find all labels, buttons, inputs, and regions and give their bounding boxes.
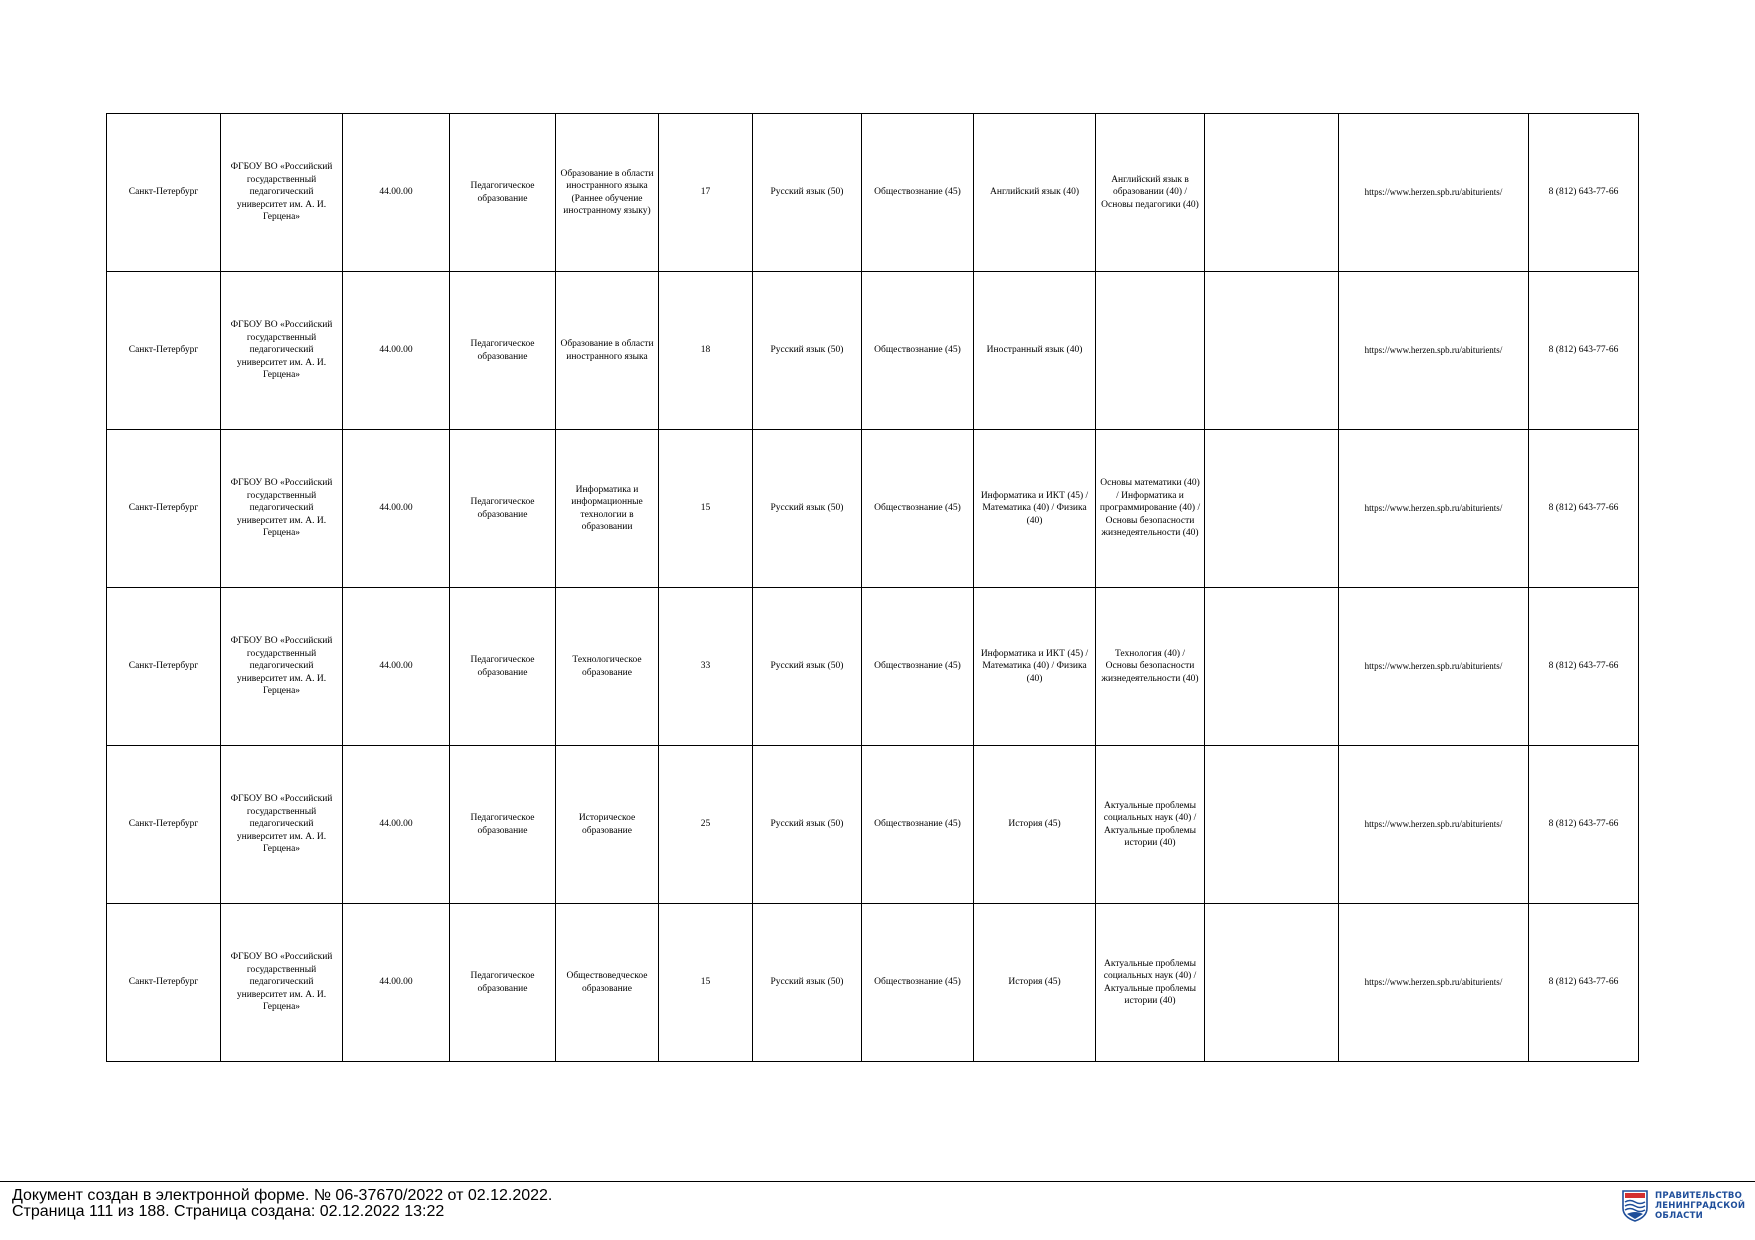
- code-cell: 44.00.00: [343, 588, 450, 746]
- profile-cell: Технологическое образование: [556, 588, 659, 746]
- places-cell: 17: [659, 114, 753, 272]
- university-cell: ФГБОУ ВО «Российский государственный педагогический университет им. А. И. Герцена»: [221, 114, 343, 272]
- area-cell: Педагогическое образование: [450, 588, 556, 746]
- places-cell: 18: [659, 272, 753, 430]
- url-cell[interactable]: https://www.herzen.spb.ru/abiturients/: [1339, 272, 1529, 430]
- phone-cell: 8 (812) 643-77-66: [1529, 588, 1639, 746]
- table-row: [107, 746, 1639, 904]
- footer: [12, 1188, 552, 1220]
- extra-cell: [1205, 904, 1339, 1062]
- url-cell[interactable]: https://www.herzen.spb.ru/abiturients/: [1339, 588, 1529, 746]
- exam4-cell: Технология (40) / Основы безопасности жизнедеятельности (40): [1096, 588, 1205, 746]
- exam1-cell: Русский язык (50): [753, 904, 862, 1062]
- exam3-cell: История (45): [974, 904, 1096, 1062]
- phone-cell: 8 (812) 643-77-66: [1529, 746, 1639, 904]
- exam3-cell: История (45): [974, 746, 1096, 904]
- exam2-cell: Обществознание (45): [862, 272, 974, 430]
- places-cell: 33: [659, 588, 753, 746]
- url-cell[interactable]: https://www.herzen.spb.ru/abiturients/: [1339, 904, 1529, 1062]
- profile-cell: Информатика и информационные технологии в образовании: [556, 430, 659, 588]
- logo-line-3: ОБЛАСТИ: [1655, 1211, 1703, 1221]
- code-cell: 44.00.00: [343, 430, 450, 588]
- profile-cell: Историческое образование: [556, 746, 659, 904]
- code-cell: 44.00.00: [343, 904, 450, 1062]
- exam1-cell: Русский язык (50): [753, 430, 862, 588]
- city-cell: Санкт-Петербург: [107, 904, 221, 1062]
- extra-cell: [1205, 746, 1339, 904]
- exam4-cell: Актуальные проблемы социальных наук (40) / Актуальные проблемы истории (40): [1096, 904, 1205, 1062]
- exam2-cell: Обществознание (45): [862, 904, 974, 1062]
- coat-of-arms-icon: [1622, 1190, 1648, 1222]
- extra-cell: [1205, 588, 1339, 746]
- url-cell[interactable]: https://www.herzen.spb.ru/abiturients/: [1339, 114, 1529, 272]
- extra-cell: [1205, 114, 1339, 272]
- table-row: [107, 588, 1639, 746]
- area-cell: Педагогическое образование: [450, 746, 556, 904]
- exam4-cell: Актуальные проблемы социальных наук (40) / Актуальные проблемы истории (40): [1096, 746, 1205, 904]
- city-cell: Санкт-Петербург: [107, 430, 221, 588]
- places-cell: 25: [659, 746, 753, 904]
- admissions-table-container: [106, 113, 1639, 1062]
- url-cell[interactable]: https://www.herzen.spb.ru/abiturients/: [1339, 430, 1529, 588]
- exam1-cell: Русский язык (50): [753, 114, 862, 272]
- code-cell: 44.00.00: [343, 114, 450, 272]
- university-cell: ФГБОУ ВО «Российский государственный педагогический университет им. А. И. Герцена»: [221, 746, 343, 904]
- exam1-cell: Русский язык (50): [753, 746, 862, 904]
- url-cell[interactable]: https://www.herzen.spb.ru/abiturients/: [1339, 746, 1529, 904]
- phone-cell: 8 (812) 643-77-66: [1529, 430, 1639, 588]
- places-cell: 15: [659, 430, 753, 588]
- table-row: [107, 272, 1639, 430]
- exam3-cell: Английский язык (40): [974, 114, 1096, 272]
- phone-cell: 8 (812) 643-77-66: [1529, 114, 1639, 272]
- area-cell: Педагогическое образование: [450, 114, 556, 272]
- table-row: [107, 430, 1639, 588]
- area-cell: Педагогическое образование: [450, 904, 556, 1062]
- university-cell: ФГБОУ ВО «Российский государственный педагогический университет им. А. И. Герцена»: [221, 588, 343, 746]
- phone-cell: 8 (812) 643-77-66: [1529, 904, 1639, 1062]
- exam4-cell: Основы математики (40) / Информатика и программирование (40) / Основы безопасности жизнедеятельности (40): [1096, 430, 1205, 588]
- logo-text: [1655, 1191, 1745, 1221]
- admissions-table: [106, 113, 1639, 1062]
- city-cell: Санкт-Петербург: [107, 114, 221, 272]
- logo-line-2: ЛЕНИНГРАДСКОЙ: [1655, 1201, 1746, 1211]
- city-cell: Санкт-Петербург: [107, 746, 221, 904]
- table-row: [107, 904, 1639, 1062]
- extra-cell: [1205, 430, 1339, 588]
- government-logo: [1622, 1190, 1745, 1222]
- exam2-cell: Обществознание (45): [862, 588, 974, 746]
- exam2-cell: Обществознание (45): [862, 430, 974, 588]
- profile-cell: Обществоведческое образование: [556, 904, 659, 1062]
- exam2-cell: Обществознание (45): [862, 114, 974, 272]
- area-cell: Педагогическое образование: [450, 272, 556, 430]
- phone-cell: 8 (812) 643-77-66: [1529, 272, 1639, 430]
- exam1-cell: Русский язык (50): [753, 588, 862, 746]
- university-cell: ФГБОУ ВО «Российский государственный педагогический университет им. А. И. Герцена»: [221, 430, 343, 588]
- table-row: [107, 114, 1639, 272]
- area-cell: Педагогическое образование: [450, 430, 556, 588]
- code-cell: 44.00.00: [343, 272, 450, 430]
- exam3-cell: Информатика и ИКТ (45) / Математика (40) / Физика (40): [974, 588, 1096, 746]
- city-cell: Санкт-Петербург: [107, 588, 221, 746]
- profile-cell: Образование в области иностранного языка: [556, 272, 659, 430]
- exam4-cell: Английский язык в образовании (40) / Основы педагогики (40): [1096, 114, 1205, 272]
- exam3-cell: Информатика и ИКТ (45) / Математика (40) / Физика (40): [974, 430, 1096, 588]
- logo-line-1: ПРАВИТЕЛЬСТВО: [1655, 1191, 1742, 1201]
- profile-cell: Образование в области иностранного языка (Раннее обучение иностранному языку): [556, 114, 659, 272]
- page-info-line: Страница 111 из 188. Страница создана: 02.12.2022 13:22: [12, 1203, 445, 1220]
- city-cell: Санкт-Петербург: [107, 272, 221, 430]
- university-cell: ФГБОУ ВО «Российский государственный педагогический университет им. А. И. Герцена»: [221, 904, 343, 1062]
- exam2-cell: Обществознание (45): [862, 746, 974, 904]
- table-body: [107, 114, 1639, 1062]
- exam3-cell: Иностранный язык (40): [974, 272, 1096, 430]
- exam4-cell: [1096, 272, 1205, 430]
- extra-cell: [1205, 272, 1339, 430]
- university-cell: ФГБОУ ВО «Российский государственный педагогический университет им. А. И. Герцена»: [221, 272, 343, 430]
- footer-divider: [0, 1181, 1755, 1182]
- exam1-cell: Русский язык (50): [753, 272, 862, 430]
- document-info-line: Документ создан в электронной форме. № 06-37670/2022 от 02.12.2022.: [12, 1187, 553, 1204]
- code-cell: 44.00.00: [343, 746, 450, 904]
- places-cell: 15: [659, 904, 753, 1062]
